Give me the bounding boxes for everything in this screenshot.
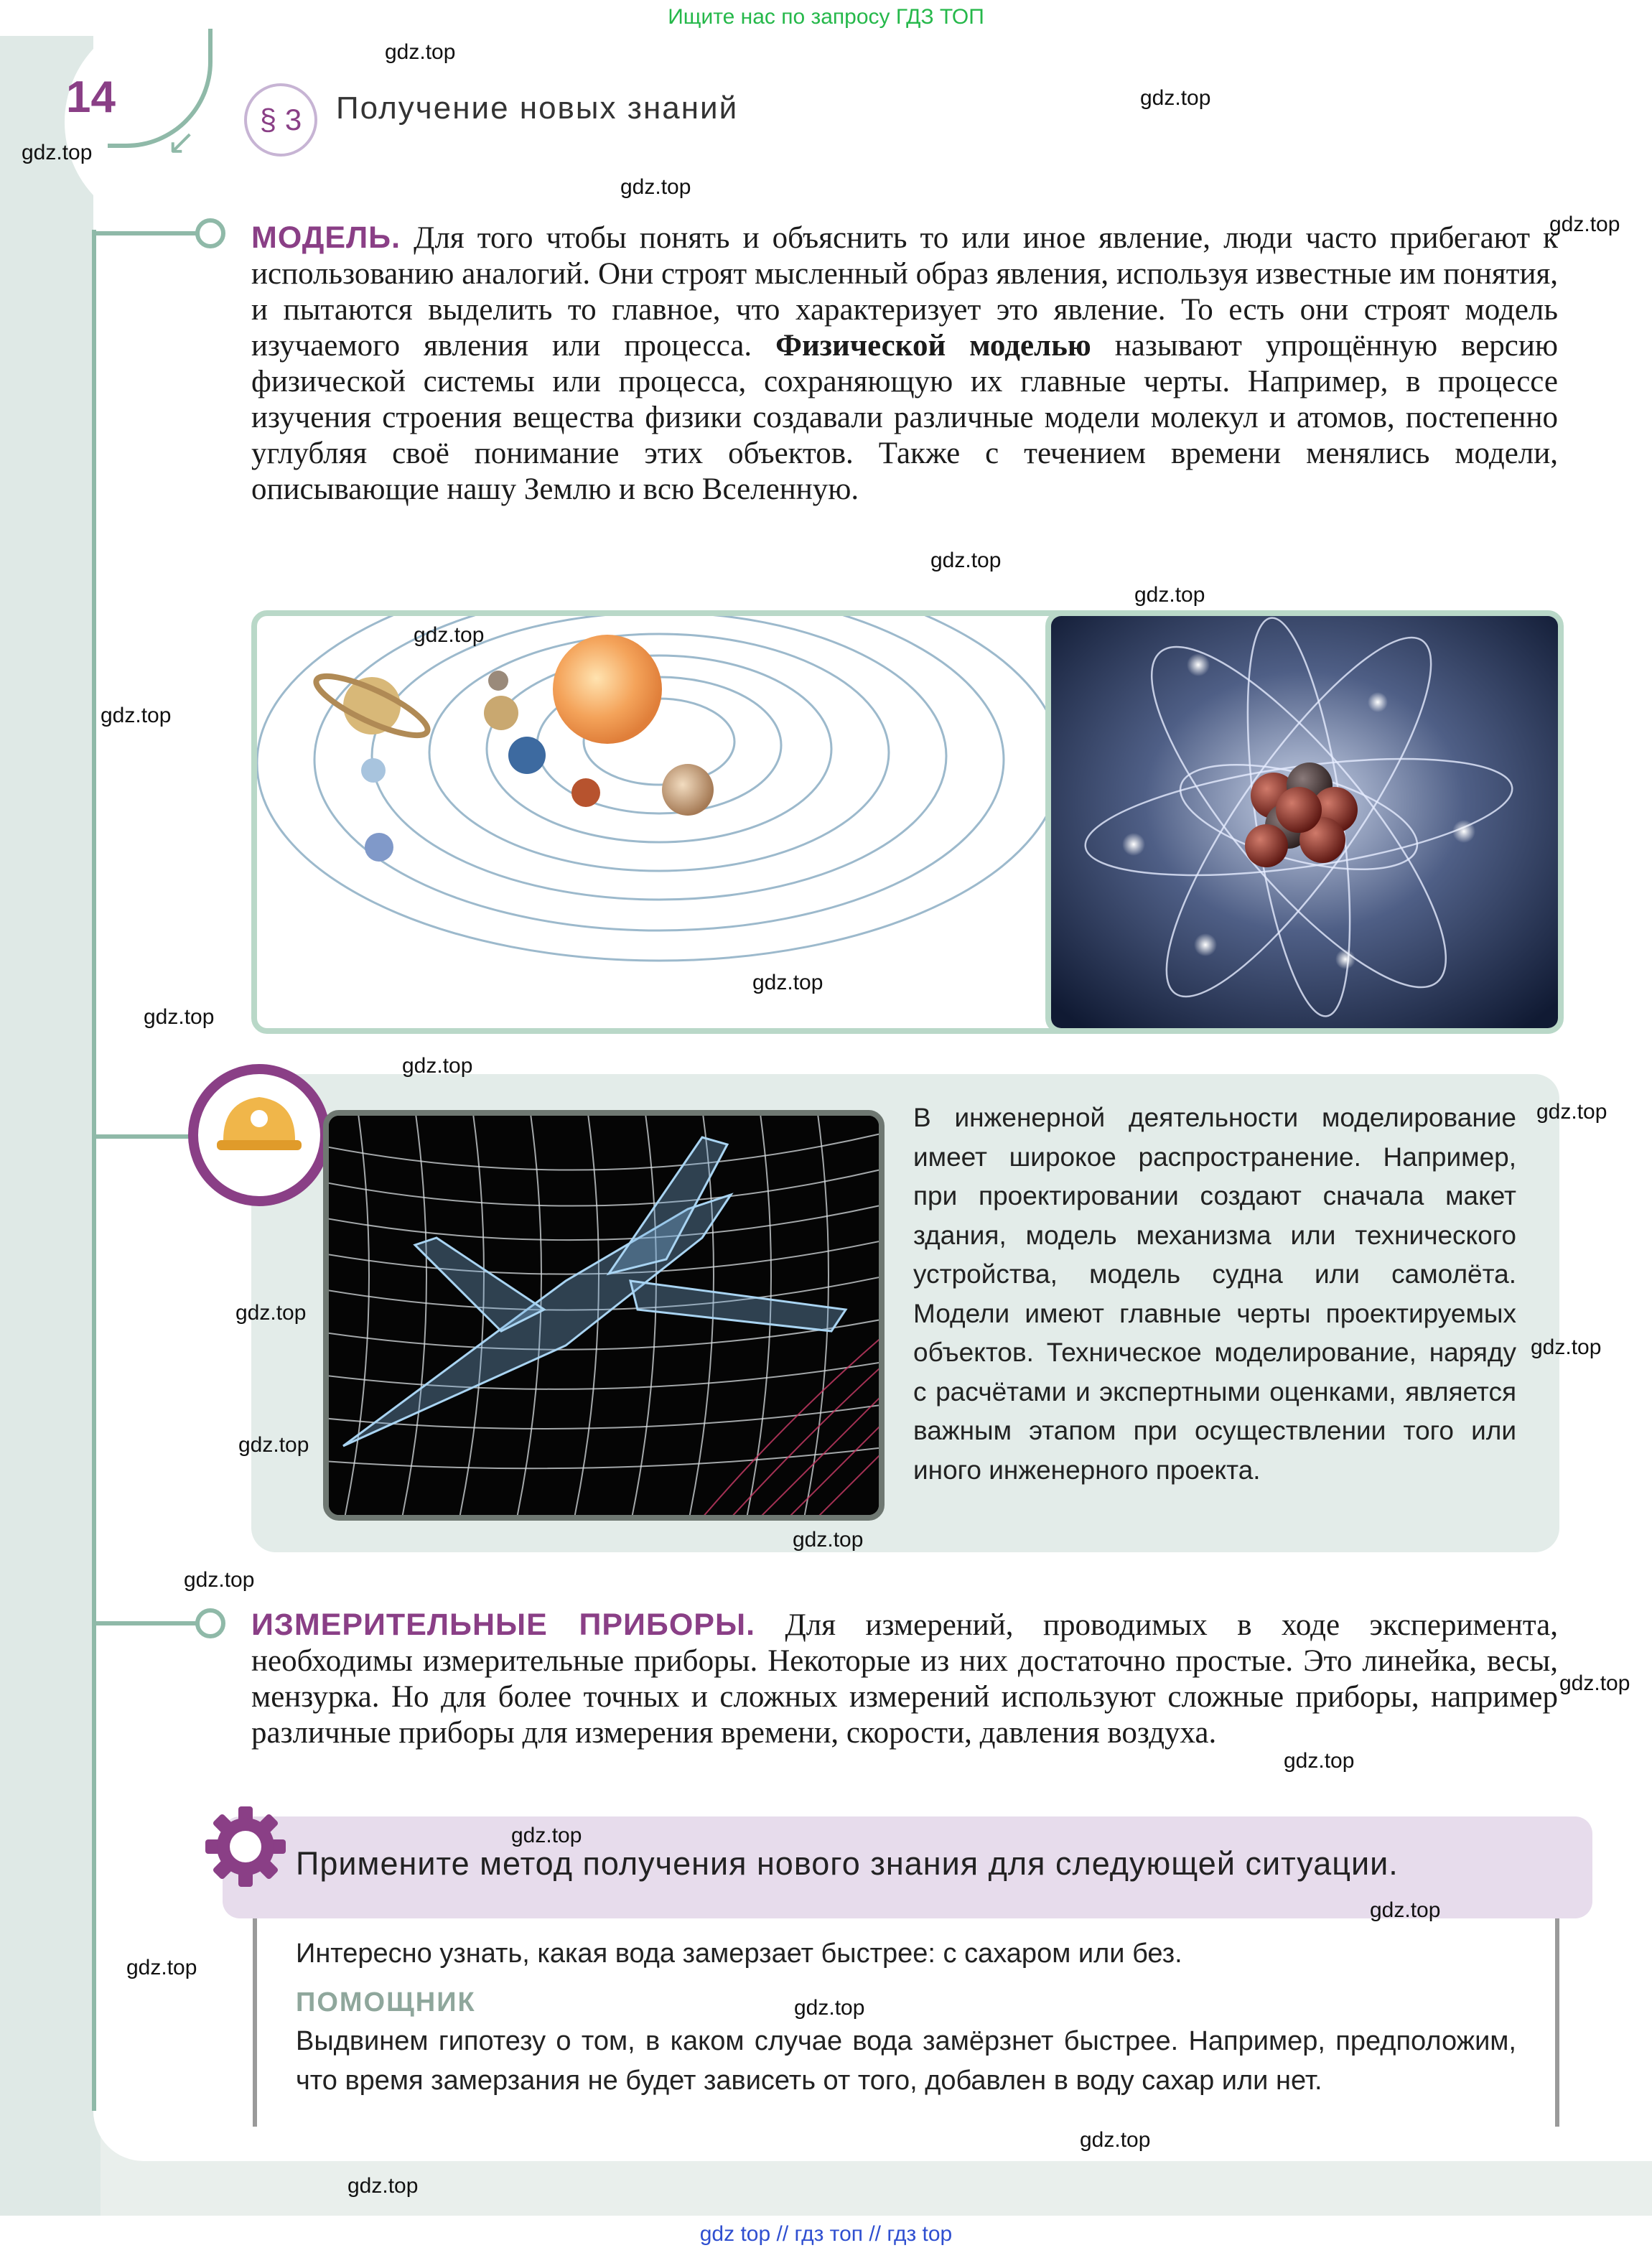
watermark: gdz.top: [385, 40, 456, 64]
timeline-line: [92, 230, 96, 2111]
watermark: gdz.top: [126, 1956, 197, 1979]
section-title: Получение новых знаний: [336, 90, 739, 126]
watermark: gdz.top: [511, 1824, 582, 1847]
watermark: gdz.top: [101, 704, 172, 727]
bottom-banner[interactable]: gdz top // гдз топ // гдз top: [0, 2216, 1652, 2253]
watermark: gdz.top: [1536, 1100, 1607, 1124]
watermark: gdz.top: [402, 1054, 473, 1078]
model-paragraph: [251, 220, 1558, 508]
gear-icon: [202, 1804, 289, 1890]
wireframe-airplane-illustration: [329, 1116, 879, 1515]
watermark: gdz.top: [1284, 1749, 1355, 1773]
watermark: gdz.top: [347, 2174, 419, 2198]
watermark: gdz.top: [1080, 2128, 1151, 2152]
section-badge: § 3: [244, 83, 317, 157]
instruments-text: Для измерений, проводимых в ходе эксперимента, необходимы измерительные приборы. Некоторые из них достаточно простые. Это линейка, весы, мензурка. Но для более точных и сложных измерений используют сложные приборы, например различные приборы для измерения времени, скорости, давления воздуха.: [251, 1608, 1558, 1750]
model-bold-term: Физической моделью: [775, 329, 1091, 363]
model-heading: МОДЕЛЬ.: [251, 220, 401, 255]
top-banner[interactable]: Ищите нас по запросу ГДЗ ТОП: [0, 0, 1652, 36]
instruments-heading: ИЗМЕРИТЕЛЬНЫЕ ПРИБОРЫ.: [251, 1608, 756, 1642]
task-question: Интересно узнать, какая вода замерзает быстрее: с сахаром или без.: [296, 1939, 1182, 1969]
watermark: gdz.top: [144, 1005, 215, 1029]
watermark: gdz.top: [238, 1433, 309, 1457]
watermark: gdz.top: [620, 175, 691, 199]
helper-text: Выдвинем гипотезу о том, в каком случае вода замёрзнет быстрее. Например, предположим, что время замерзания не будет зависеть от того, добавлен в воду сахар или нет.: [296, 2026, 1516, 2096]
watermark: gdz.top: [1370, 1898, 1441, 1922]
timeline-branch-engineering: [92, 1134, 192, 1139]
timeline-branch-instruments: [92, 1621, 207, 1625]
engineering-text: В инженерной деятельности моделирование имеет широкое распространение. Например, при проектировании создают сначала макет здания, модель механизма или технического устройства, модель судна или самолёта. Модели имеют главные черты проектируемых объектов. Техническое моделирование, наряду с расчётами и экспертными оценками, является важным этапом при осуществлении того или иного инженерного проекта.: [913, 1103, 1516, 1485]
watermark: gdz.top: [794, 1996, 865, 2020]
model-text-part2: называют упрощённую версию физической системы или процесса, сохраняющую их главные черты. Например, в процессе изучения строения вещества физики создавали различные модели молекул и атомов, постепенно углубляя своё понимание этих объектов. Также с течением времени менялись модели, описывающие нашу Землю и всю Вселенную.: [251, 329, 1558, 506]
watermark: gdz.top: [1134, 583, 1205, 607]
watermark: gdz.top: [930, 549, 1002, 572]
watermark: gdz.top: [1140, 86, 1211, 110]
instruments-paragraph: [251, 1607, 1558, 1751]
timeline-branch-model: [92, 231, 207, 235]
watermark: gdz.top: [184, 1568, 255, 1592]
watermark: gdz.top: [414, 623, 485, 647]
timeline-node-instruments: [195, 1608, 225, 1638]
watermark: gdz.top: [1531, 1335, 1602, 1359]
airplane-wireframe-image: [323, 1110, 885, 1521]
task-prompt: Примените метод получения нового знания для следующей ситуации.: [296, 1845, 1399, 1882]
model-text-part1: Для того чтобы понять и объяснить то или иное явление, люди часто прибегают к использованию аналогий. Они строят мысленный образ явления, используя известные им понятия, и пытаются выделить то главное, что характеризует это явление. То есть они строят модель изучаемого явления или процесса.: [251, 221, 1558, 363]
info-right-rule: [1555, 1918, 1559, 2127]
watermark: gdz.top: [235, 1301, 307, 1325]
watermark: gdz.top: [793, 1528, 864, 1552]
hard-hat-icon: [188, 1064, 330, 1206]
sun-shape: [553, 635, 662, 744]
watermark: gdz.top: [1549, 213, 1620, 236]
arrow-down-left-icon: ↙: [167, 123, 196, 162]
page-number: 14: [66, 73, 116, 122]
left-margin-strip: [0, 36, 101, 2216]
info-left-rule: [253, 1918, 257, 2127]
watermark: gdz.top: [1559, 1671, 1630, 1695]
helper-label: ПОМОЩНИК: [296, 1987, 476, 2018]
watermark: gdz.top: [752, 971, 823, 994]
timeline-node-model: [195, 218, 225, 248]
atom-model-image: [1045, 610, 1564, 1034]
watermark: gdz.top: [22, 141, 93, 164]
atom-illustration: [1051, 616, 1558, 1028]
